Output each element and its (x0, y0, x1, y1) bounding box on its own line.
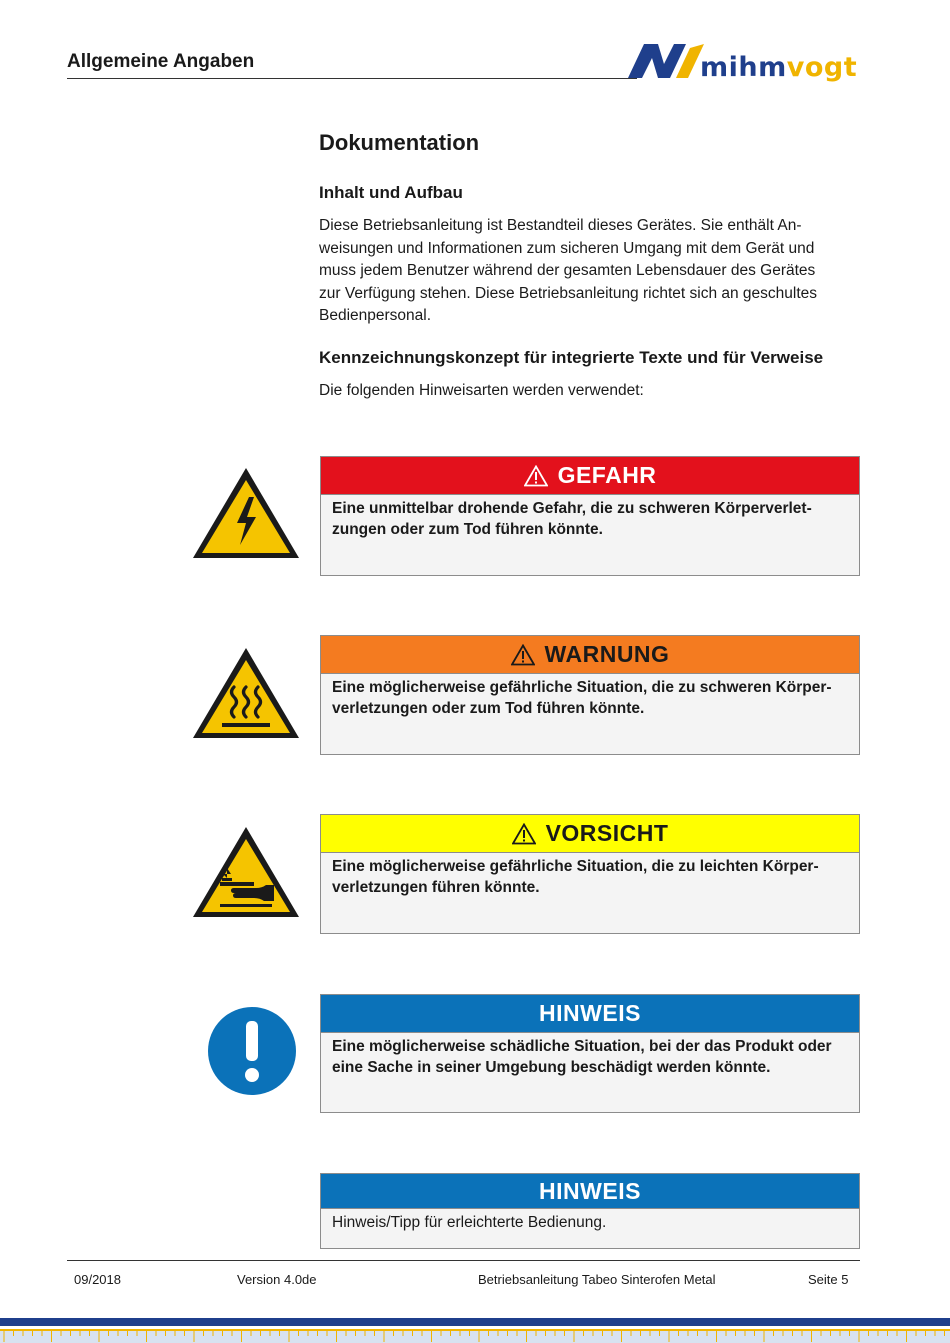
paragraph-line: Bedienpersonal. (319, 307, 432, 325)
page-heading: Dokumentation (319, 130, 480, 155)
warning-triangle-icon (512, 823, 536, 845)
hot-surface-warning-icon (190, 645, 302, 741)
electric-shock-warning-icon (190, 465, 302, 561)
warning-triangle-icon (524, 465, 548, 487)
notice-hint-label: HINWEIS (539, 1000, 641, 1026)
section-title-content: Inhalt und Aufbau (319, 183, 463, 202)
logo-wordmark (700, 52, 857, 83)
notice-tip (320, 1173, 860, 1249)
notice-warning-text (321, 674, 859, 719)
notice-text-line: verletzungen führen könnte. (332, 879, 540, 896)
notice-danger-text (321, 495, 859, 540)
decorative-bottom-band (0, 1318, 950, 1343)
section-title-labeling: Kennzeichnungskonzept für integrierte Texte und für Verweise (319, 348, 824, 367)
header-divider (67, 78, 637, 79)
notice-text-line: Eine möglicherweise gefährliche Situation, die zu schweren Körper- (332, 679, 832, 696)
notice-hint-header (321, 995, 859, 1033)
warning-triangle-icon (511, 644, 535, 666)
notice-danger (320, 456, 860, 576)
paragraph-line: muss jedem Benutzer während der gesamten Lebensdauer des Gerätes (319, 262, 816, 280)
header-title: Allgemeine Angaben (67, 51, 255, 72)
notice-tip-label: HINWEIS (539, 1177, 641, 1204)
paragraph-line: weisungen und Informationen zum sicheren Umgang mit dem Gerät und (319, 239, 815, 257)
notice-warning-label: WARNUNG (544, 641, 670, 667)
mandatory-exclamation-icon (190, 1003, 302, 1099)
notice-caution-header (321, 815, 859, 853)
logo-text-mihm: mihm (700, 52, 787, 83)
notice-text-line: eine Sache in seiner Umgebung beschädigt werden könnte. (332, 1059, 771, 1076)
notice-text-line: Hinweis/Tipp für erleichterte Bedienung. (332, 1214, 607, 1231)
logo-text-vogt: vogt (786, 52, 858, 83)
notice-tip-text (321, 1209, 859, 1233)
footer-version: Version 4.0de (237, 1272, 317, 1287)
section-intro-text: Die folgenden Hinweisarten werden verwendet: (319, 382, 644, 399)
notice-text-line: Eine möglicherweise schädliche Situation, bei der das Produkt oder (332, 1038, 832, 1055)
hand-crush-warning-icon (190, 824, 302, 920)
notice-warning (320, 635, 860, 755)
notice-caution-label: VORSICHT (545, 820, 669, 846)
footer-page-number: Seite 5 (808, 1272, 849, 1287)
section-paragraph (319, 215, 839, 328)
notice-hint (320, 994, 860, 1113)
notice-danger-header (321, 457, 859, 495)
notice-text-line: verletzungen oder zum Tod führen könnte. (332, 700, 645, 717)
notice-caution-text (321, 853, 859, 898)
notice-tip-header (321, 1174, 859, 1209)
footer-date: 09/2018 (74, 1272, 121, 1287)
paragraph-line: Diese Betriebsanleitung ist Bestandteil dieses Gerätes. Sie enthält An- (319, 217, 802, 234)
footer-document-title: Betriebsanleitung Tabeo Sinterofen Metal (478, 1272, 716, 1287)
notice-caution (320, 814, 860, 934)
notice-text-line: Eine möglicherweise gefährliche Situation, die zu leichten Körper- (332, 858, 819, 875)
notice-danger-label: GEFAHR (557, 462, 657, 488)
paragraph-line: zur Verfügung stehen. Diese Betriebsanleitung richtet sich an geschultes (319, 284, 818, 302)
footer-divider (67, 1260, 860, 1261)
notice-warning-header (321, 636, 859, 674)
notice-text-line: zungen oder zum Tod führen könnte. (332, 521, 603, 538)
notice-text-line: Eine unmittelbar drohende Gefahr, die zu schweren Körperverlet- (332, 500, 812, 517)
notice-hint-text (321, 1033, 859, 1078)
